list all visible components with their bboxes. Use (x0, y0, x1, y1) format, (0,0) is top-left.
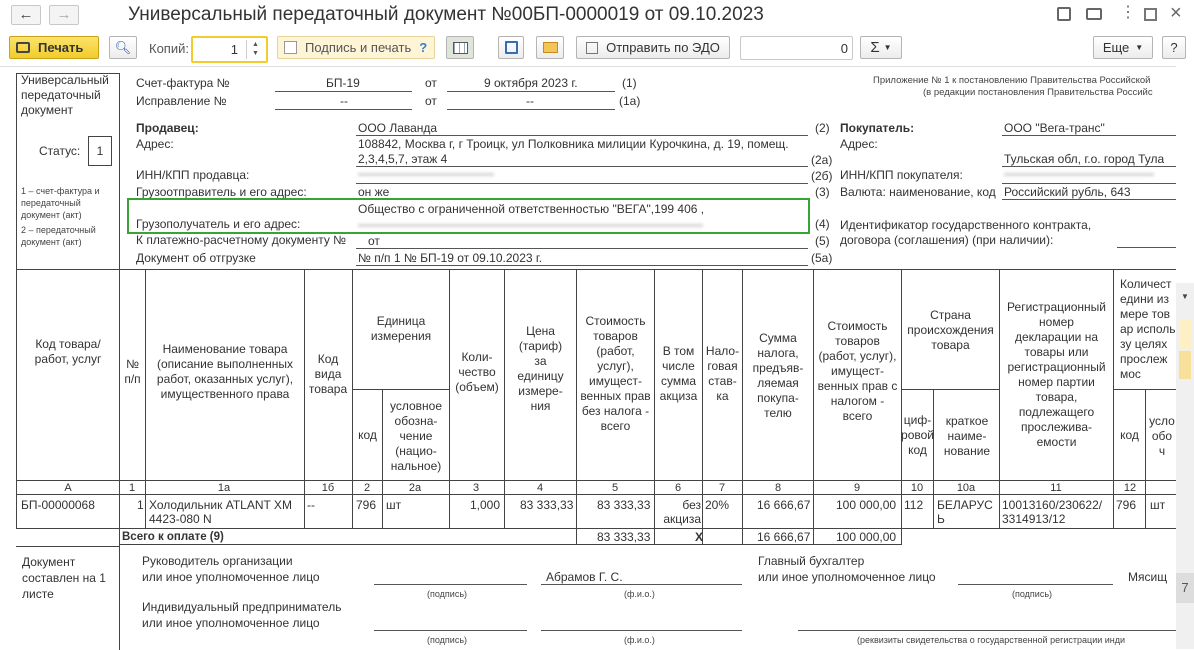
column-number: 2 (363, 482, 371, 494)
buyer-inn-label: ИНН/КПП покупателя: (840, 168, 963, 182)
entrepreneur-label: Индивидуальный предприниматель (142, 600, 342, 614)
legend-1: 1 – счет-фактура и передаточный документ (акт) (21, 186, 100, 220)
column-number: 1а (217, 482, 231, 494)
invoice-date: 9 октября 2023 г. (484, 76, 578, 90)
email-button[interactable] (536, 36, 564, 59)
sigma-button[interactable] (860, 36, 902, 59)
col-kind-header: Код вида товара (308, 351, 348, 396)
scroll-thumb[interactable] (1179, 319, 1191, 349)
print-button[interactable]: Печать (9, 36, 99, 59)
inn-code: (2б) (811, 169, 833, 183)
column-number: 4 (536, 482, 544, 494)
column-number: 8 (774, 482, 782, 494)
buyer-inn-redacted (1004, 173, 1154, 176)
correction-date: -- (526, 94, 534, 108)
total-tax: 16 666,67 (757, 530, 811, 544)
chevron-down-icon: ▼ (883, 43, 892, 52)
pages-note: Документ составлен на 1 листе (22, 555, 106, 601)
row-name: Холодильник ATLANT ХМ 4423-080 N (149, 498, 292, 526)
buyer-address-label: Адрес: (840, 137, 878, 151)
doc-kind-title: Универсальный передаточный документ (21, 73, 109, 117)
col-unit-name-header: условное обозна-чение (нацио-нальное) (389, 398, 443, 473)
row-unit-code: 796 (356, 498, 377, 512)
buyer-address: Тульская обл, г.о. город Тула (1004, 152, 1165, 166)
column-number: 10а (956, 482, 976, 494)
title-bar (0, 0, 1194, 32)
invoice-label: Счет-фактура № (136, 76, 230, 90)
column-number: А (64, 482, 72, 494)
head-sign-caption: (подпись) (427, 589, 468, 599)
col-code-header: Код товара/ работ, услуг (34, 337, 102, 366)
more-button[interactable]: Еще ▼ (1093, 36, 1153, 59)
status-box: 1 (88, 136, 112, 166)
print-icon[interactable] (1086, 8, 1102, 20)
help-link[interactable]: ? (419, 40, 428, 55)
sign-print-toggle[interactable]: Подпись и печать ? (277, 36, 435, 59)
column-number: 6 (674, 482, 682, 494)
printer-icon (16, 42, 30, 53)
row-qty: 1,000 (470, 498, 501, 512)
forward-button[interactable] (49, 5, 79, 25)
sigma-icon: Σ (870, 39, 880, 56)
total-sum: 100 000,00 (836, 530, 897, 544)
row-decl: 10013160/230622/ 3314913/12 (1002, 498, 1103, 526)
col-qty-header: Коли-чество (объем) (455, 349, 499, 394)
scroll-thumb-active[interactable] (1179, 351, 1191, 379)
col-unit-header: Единица измерения (370, 314, 432, 343)
col-country-code-header: циф-ровой код (901, 412, 934, 457)
invoice-from: от (425, 76, 437, 90)
consignee-label: Грузополучатель и его адрес: (136, 217, 301, 231)
row-rate: 20% (705, 498, 730, 512)
head-label: Руководитель организации (142, 554, 293, 568)
row-total: 100 000,00 (836, 498, 897, 512)
shipment-label: Документ об отгрузке (136, 251, 256, 265)
column-number: 3 (472, 482, 480, 494)
help-button[interactable]: ? (1162, 36, 1186, 59)
entrepreneur-fio-caption: (ф.и.о.) (624, 635, 655, 645)
column-number: 5 (611, 482, 619, 494)
copies-stepper[interactable]: ▲ ▼ (246, 40, 264, 59)
col-trace-code-header: код (1120, 427, 1139, 442)
copies-input[interactable]: 1 ▲ ▼ (191, 36, 268, 63)
seller-inn-label: ИНН/КПП продавца: (136, 168, 250, 182)
row-price: 83 333,33 (520, 498, 574, 512)
appendix-note: Приложение № 1 к постановлению Правительства Российской (873, 75, 1151, 86)
head-name: Абрамов Г. С. (546, 570, 623, 584)
shipper-label: Грузоотправитель и его адрес: (136, 185, 307, 199)
total-excise: Х (695, 530, 704, 544)
edo-icon (586, 42, 598, 54)
save-button[interactable] (498, 36, 524, 59)
table-view-button[interactable] (446, 36, 474, 59)
column-number: 7 (718, 482, 726, 494)
payment-code: (5) (815, 234, 830, 248)
col-trace-header: Количест едини измере товар использу целях прослеж мос (1120, 276, 1176, 381)
column-number: 2а (408, 482, 422, 494)
accountant-label: Главный бухгалтер (758, 554, 865, 568)
correction-number: -- (340, 94, 348, 108)
appendix-note-2: (в редакции постановления Правительства Российс (923, 87, 1153, 98)
accountant-sign-caption: (подпись) (1012, 589, 1053, 599)
side-page-indicator: 7 (1176, 573, 1194, 603)
head-label-2: или иное уполномоченное лицо (142, 570, 320, 584)
buyer-name: ООО "Вега-транс" (1004, 121, 1105, 135)
registration-caption: (реквизиты свидетельства о государственной регистрации инди (857, 635, 1126, 645)
col-unit-code-header: код (358, 427, 377, 442)
shipment-code: (5а) (811, 251, 833, 265)
row-cost: 83 333,33 (597, 498, 651, 512)
col-num-header: № п/п (124, 357, 141, 386)
save-icon[interactable] (1057, 7, 1071, 21)
legend-2: 2 – передаточный документ (акт) (21, 225, 96, 247)
arrow-left-icon: ← (18, 6, 34, 23)
seller-address-2: 2,3,4,5,7, этаж 4 (358, 152, 448, 166)
invoice-code: (1) (622, 76, 637, 90)
magnifier-icon: 🔍︎ (114, 39, 132, 55)
sum-field[interactable]: 0 (740, 36, 853, 60)
envelope-icon (543, 42, 558, 53)
row-country-name: БЕЛАРУСЬ (937, 498, 993, 526)
document-area (0, 66, 1176, 649)
correction-label: Исправление № (136, 94, 227, 108)
head-fio-caption: (ф.и.о.) (624, 589, 655, 599)
address-code: (2а) (811, 153, 833, 167)
total-cost: 83 333,33 (597, 530, 651, 544)
row-kind: -- (307, 498, 315, 512)
correction-code: (1а) (619, 94, 641, 108)
row-country-code: 112 (904, 498, 924, 512)
col-decl-header: Регистрационный номер декларации на товары или регистрационный номер партии товара, подлежащего прослежива-емости (1007, 300, 1106, 449)
seller-label: Продавец: (136, 121, 199, 135)
checkbox[interactable] (284, 41, 297, 54)
seller-address-label: Адрес: (136, 137, 174, 151)
vertical-scrollbar[interactable] (1176, 283, 1194, 649)
col-tax-header: Сумма налога, предъяв-ляемая покупа-телю (752, 331, 804, 420)
row-num: 1 (137, 498, 144, 512)
maximize-icon[interactable] (1144, 8, 1157, 21)
preview-button[interactable] (109, 36, 137, 59)
column-number: 9 (853, 482, 861, 494)
contract-label: Идентификатор государственного контракта, (840, 218, 1092, 232)
col-excise-header: В том числе сумма акциза (659, 344, 698, 403)
row-trace-code: 796 (1116, 498, 1137, 512)
floppy-icon (505, 41, 518, 54)
total-label: Всего к оплате (9) (122, 531, 224, 543)
shipper-code: (3) (815, 185, 830, 199)
seller-name: ООО Лаванда (358, 121, 438, 135)
consignee-value: Общество с ограниченной ответственностью "ВЕГА",199 406 , (358, 202, 705, 216)
invoice-number: БП-19 (326, 76, 360, 90)
col-trace-unit-header: усло обо ч (1149, 413, 1175, 458)
payment-label: К платежно-расчетному документу № (136, 233, 347, 247)
accountant-name: Мясищ (1128, 570, 1168, 584)
col-country-name-header: краткое наиме-нование (943, 413, 991, 458)
accountant-label-2: или иное уполномоченное лицо (758, 570, 936, 584)
status-label: Статус: (39, 144, 81, 158)
column-number: 10 (910, 482, 924, 494)
grid-icon (453, 42, 468, 54)
column-number: 1 (128, 482, 136, 494)
arrow-right-icon: → (56, 6, 72, 23)
row-code: БП-00000068 (21, 498, 95, 512)
seller-address: 108842, Москва г, г Троицк, ул Полковника милиции Курочкина, д. 19, помещ. (358, 137, 789, 151)
row-unit-name: шт (386, 498, 402, 512)
column-number: 1б (321, 482, 335, 494)
toolbar (0, 33, 1194, 65)
col-cost-header: Стоимость товаров (работ, услуг), имущест-венных прав без налога - всего (580, 314, 651, 433)
row-excise: без акциза (663, 498, 701, 526)
entrepreneur-label-2: или иное уполномоченное лицо (142, 616, 320, 630)
shipment-value: № п/п 1 № БП-19 от 09.10.2023 г. (358, 251, 543, 265)
more-menu-icon[interactable]: ⋮ (1120, 4, 1136, 21)
consignee-code: (4) (815, 217, 830, 231)
col-country-header: Страна происхождения товара (907, 307, 994, 352)
consignee-highlight (127, 198, 810, 234)
row-tax: 16 666,67 (757, 498, 811, 512)
col-total-header: Стоимость товаров (работ, услуг), имущест-венных прав с налогом - всего (817, 318, 898, 423)
send-edo-button[interactable]: Отправить по ЭДО (576, 36, 730, 59)
copies-label: Копий: (149, 41, 189, 56)
payment-from: от (368, 234, 380, 248)
shipper-value: он же (358, 185, 390, 199)
col-rate-header: Нало-говая став-ка (705, 344, 740, 403)
currency-value: Российский рубль, 643 (1004, 185, 1131, 199)
column-number: 12 (1123, 482, 1137, 494)
seller-inn-redacted (358, 173, 494, 176)
window-title: Универсальный передаточный документ №00БП-0000019 от 09.10.2023 (128, 4, 764, 25)
buyer-label: Покупатель: (840, 121, 915, 135)
currency-label: Валюта: наименование, код (840, 185, 996, 199)
chevron-down-icon: ▼ (1135, 43, 1144, 52)
correction-from: от (425, 94, 437, 108)
column-number: 11 (1050, 482, 1062, 494)
row-trace-unit: шт (1150, 498, 1166, 512)
contract-label-2: договора (соглашения) (при наличии): (840, 233, 1054, 247)
col-name-header: Наименование товара (описание выполненных работ, оказанных услуг), имущественного права (156, 342, 294, 401)
col-price-header: Цена (тариф) за единицу измере-ния (517, 324, 564, 413)
back-button[interactable] (11, 5, 41, 25)
close-icon[interactable]: × (1170, 2, 1182, 24)
seller-code: (2) (815, 121, 830, 135)
entrepreneur-sign-caption: (подпись) (427, 635, 468, 645)
scroll-dropdown-icon[interactable]: ▼ (1181, 292, 1189, 301)
